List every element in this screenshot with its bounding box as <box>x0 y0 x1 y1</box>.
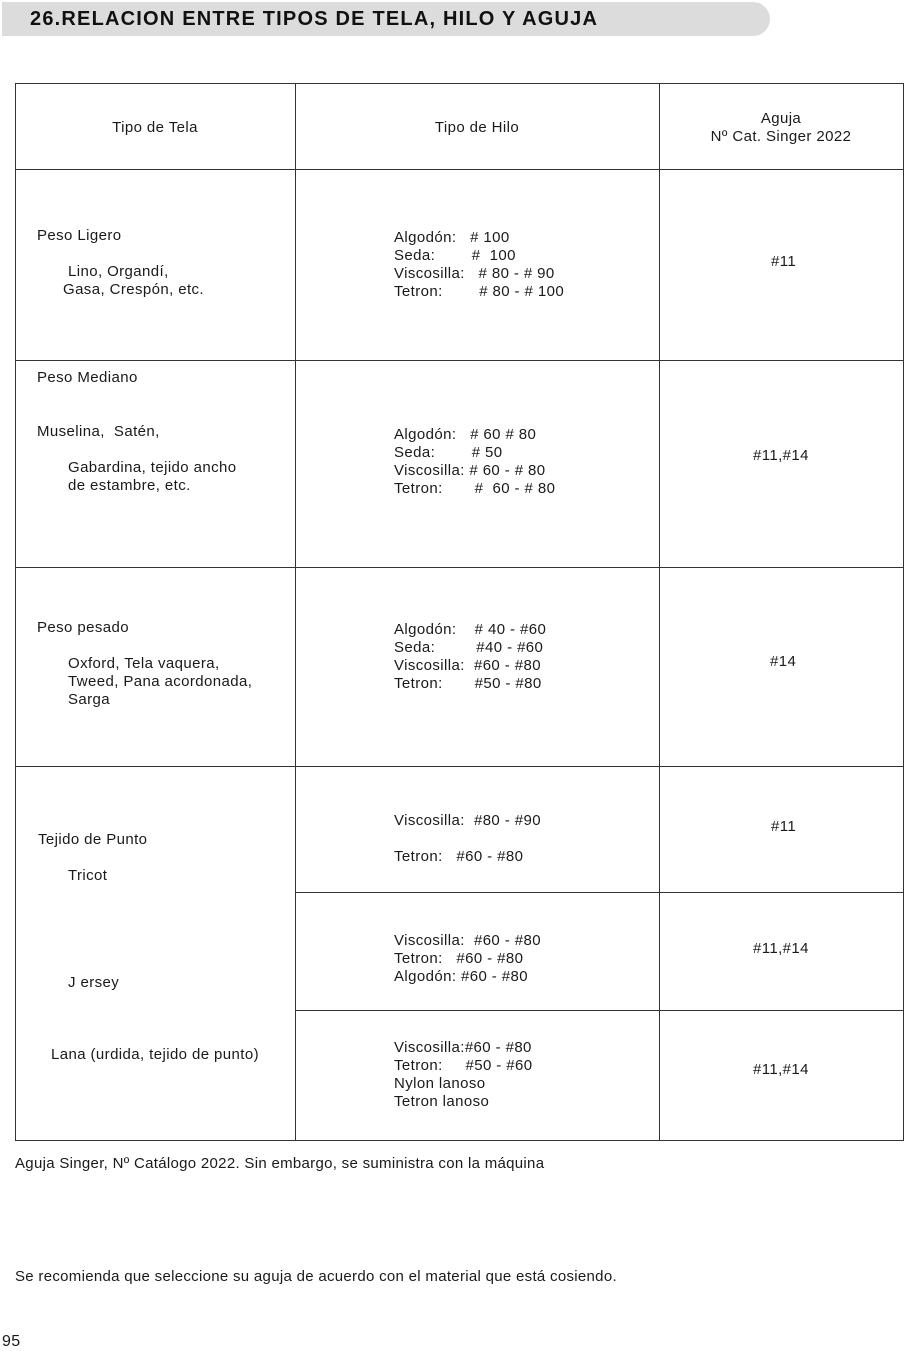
tela-mediano-line-1: Muselina, Satén, <box>37 423 160 440</box>
hilo-pesado-line-4: Tetron: #50 - #80 <box>394 675 542 692</box>
aguja-punto-2: #11,#14 <box>753 940 809 957</box>
tela-jersey: J ersey <box>68 974 120 991</box>
hilo-ligero-line-3: Viscosilla: # 80 - # 90 <box>394 265 555 282</box>
page-title: 26.RELACION ENTRE TIPOS DE TELA, HILO Y AGUJA <box>30 8 599 30</box>
aguja-pesado: #14 <box>770 653 797 670</box>
section-title-bar <box>2 2 770 36</box>
tela-peso-ligero: Peso Ligero <box>37 227 122 244</box>
tela-ligero-line-2: Gasa, Crespón, etc. <box>63 281 204 298</box>
tela-tricot: Tricot <box>68 867 108 884</box>
page-number: 95 <box>2 1333 21 1350</box>
tela-ligero-line-1: Lino, Organdí, <box>68 263 169 280</box>
aguja-ligero: #11 <box>771 253 797 270</box>
hilo-pesado-line-3: Viscosilla: #60 - #80 <box>394 657 541 674</box>
footnote-text: Aguja Singer, Nº Catálogo 2022. Sin embargo, se suministra con la máquina <box>15 1155 545 1172</box>
hilo-ligero-line-4: Tetron: # 80 - # 100 <box>394 283 565 300</box>
hilo-punto-3-line-2: Tetron: #50 - #60 <box>394 1057 533 1074</box>
tela-mediano-line-2: Gabardina, tejido ancho <box>68 459 237 476</box>
recommendation-text: Se recomienda que seleccione su aguja de acuerdo con el material que está cosiendo. <box>15 1268 617 1285</box>
hilo-punto-2-line-3: Algodón: #60 - #80 <box>394 968 528 985</box>
hilo-punto-3-line-4: Tetron lanoso <box>394 1093 490 1110</box>
header-divider <box>15 169 904 170</box>
table-border-top <box>15 83 904 84</box>
aguja-punto-1: #11 <box>771 818 797 835</box>
column-divider-1 <box>295 83 296 1141</box>
hilo-ligero-line-1: Algodón: # 100 <box>394 229 510 246</box>
aguja-mediano: #11,#14 <box>753 447 809 464</box>
aguja-punto-3: #11,#14 <box>753 1061 809 1078</box>
header-tipo-hilo: Tipo de Hilo <box>434 119 520 136</box>
tela-pesado-line-2: Tweed, Pana acordonada, <box>68 673 253 690</box>
hilo-ligero-line-2: Seda: # 100 <box>394 247 516 264</box>
hilo-mediano-line-2: Seda: # 50 <box>394 444 503 461</box>
hilo-punto-3-line-3: Nylon lanoso <box>394 1075 486 1092</box>
table-border-bottom <box>15 1140 904 1141</box>
header-aguja: Aguja <box>760 110 802 127</box>
row-divider-3 <box>15 766 904 767</box>
hilo-pesado-line-2: Seda: #40 - #60 <box>394 639 544 656</box>
tela-mediano-line-3: de estambre, etc. <box>68 477 191 494</box>
hilo-punto-1-line-1: Viscosilla: #80 - #90 <box>394 812 541 829</box>
fabric-thread-needle-table <box>15 83 904 1141</box>
hilo-punto-2-line-1: Viscosilla: #60 - #80 <box>394 932 541 949</box>
sub-row-divider-1 <box>295 892 904 893</box>
tela-tejido-punto: Tejido de Punto <box>38 831 148 848</box>
hilo-pesado-line-1: Algodón: # 40 - #60 <box>394 621 547 638</box>
row-divider-1 <box>15 360 904 361</box>
table-border-left <box>15 83 16 1141</box>
tela-pesado-line-1: Oxford, Tela vaquera, <box>68 655 220 672</box>
tela-lana: Lana (urdida, tejido de punto) <box>51 1046 259 1063</box>
hilo-mediano-line-4: Tetron: # 60 - # 80 <box>394 480 556 497</box>
header-tipo-tela: Tipo de Tela <box>112 119 198 136</box>
hilo-mediano-line-1: Algodón: # 60 # 80 <box>394 426 537 443</box>
hilo-mediano-line-3: Viscosilla: # 60 - # 80 <box>394 462 546 479</box>
hilo-punto-3-line-1: Viscosilla:#60 - #80 <box>394 1039 532 1056</box>
hilo-punto-2-line-2: Tetron: #60 - #80 <box>394 950 524 967</box>
row-divider-2 <box>15 567 904 568</box>
header-aguja-cat: Nº Cat. Singer 2022 <box>710 128 852 145</box>
sub-row-divider-2 <box>295 1010 904 1011</box>
hilo-punto-1-line-2: Tetron: #60 - #80 <box>394 848 524 865</box>
column-divider-2 <box>659 83 660 1141</box>
tela-peso-mediano: Peso Mediano <box>37 369 138 386</box>
tela-peso-pesado: Peso pesado <box>37 619 129 636</box>
tela-pesado-line-3: Sarga <box>68 691 111 708</box>
